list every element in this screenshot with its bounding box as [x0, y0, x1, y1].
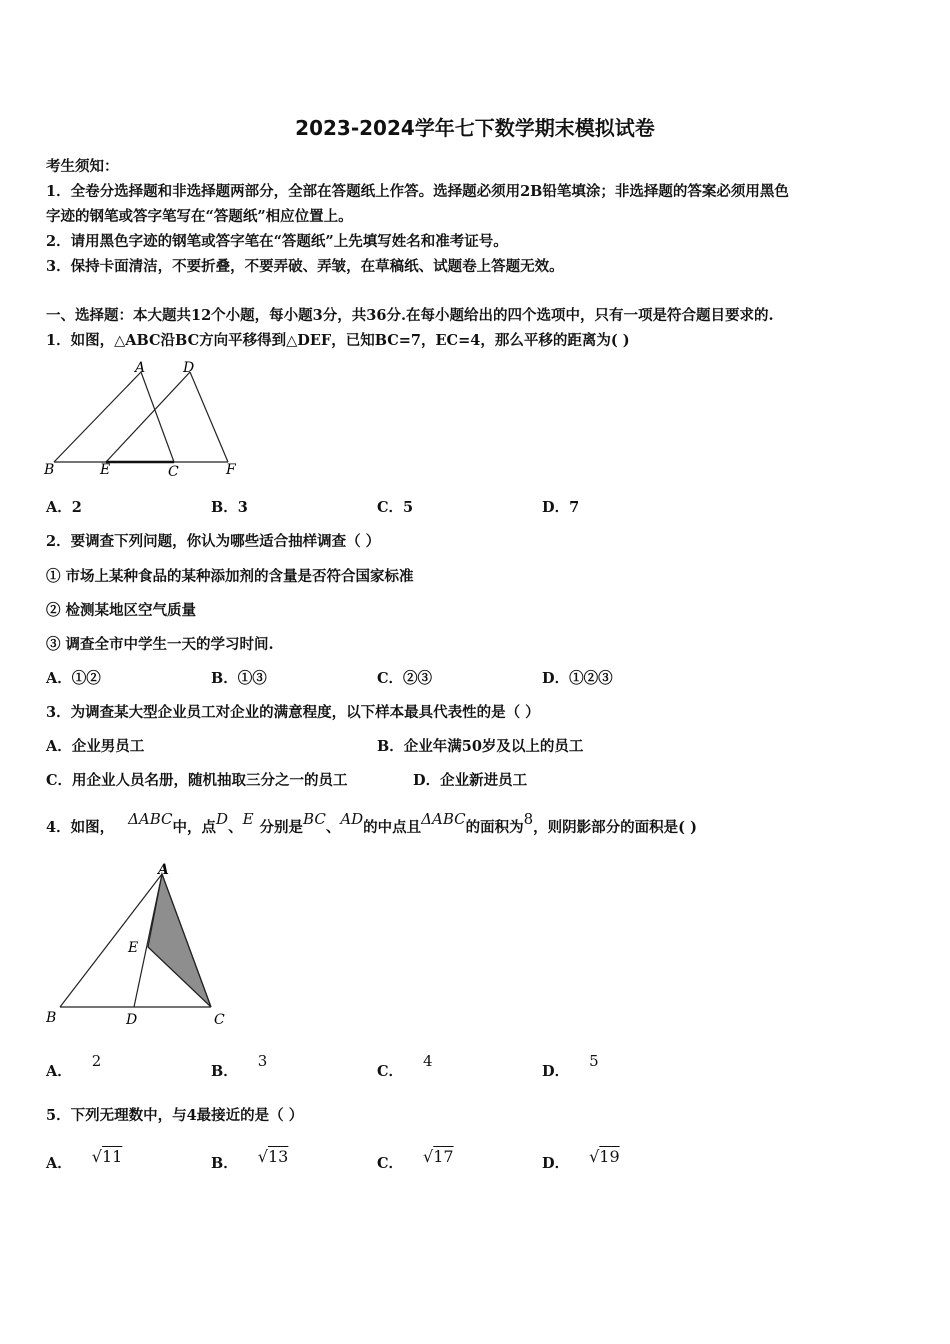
- q1-label-f: F: [226, 462, 236, 478]
- q4-stem-part-4: 分别是: [259, 819, 304, 836]
- q5-option-b-radicand: 13: [267, 1147, 289, 1166]
- q2-item-2: ② 检测某地区空气质量: [46, 602, 197, 619]
- q4-option-d-value: 5: [589, 1052, 599, 1070]
- notice-heading: 考生须知：: [46, 158, 119, 175]
- q4-math-triangle-abc: ΔABC: [128, 810, 173, 828]
- notice-line-4: 3．保持卡面清洁，不要折叠，不要弄破、弄皱，在草稿纸、试题卷上答题无效。: [46, 258, 564, 275]
- q4-stem-part-1: 4．如图，: [46, 819, 115, 836]
- q1-label-d: D: [183, 360, 195, 376]
- q4-math-triangle-abc-2: ΔABC: [421, 810, 466, 828]
- q5-option-a[interactable]: [46, 1147, 123, 1173]
- q4-option-c[interactable]: [377, 1052, 433, 1081]
- q2-option-d[interactable]: D．①②③: [542, 670, 613, 687]
- q5-option-a-sqrt: √11: [91, 1147, 123, 1166]
- q4-math-point-d: D: [216, 810, 229, 828]
- q1-label-b: B: [44, 462, 55, 478]
- q4-option-a[interactable]: [46, 1052, 102, 1081]
- q3-option-a[interactable]: A．企业男员工: [46, 738, 145, 755]
- q4-stem-part-7: 的面积为: [465, 819, 524, 836]
- q4-option-a-letter: A．: [46, 1063, 72, 1080]
- q4-option-b-value: 3: [257, 1052, 268, 1070]
- q1-stem: 1．如图，△ABC沿BC方向平移得到△DEF，已知BC=7，EC=4，那么平移的距离为( ): [46, 332, 630, 349]
- q4-label-e: E: [128, 940, 139, 956]
- q4-label-d: D: [126, 1012, 138, 1028]
- q5-option-b-letter: B．: [211, 1155, 238, 1172]
- q1-option-c[interactable]: C．5: [377, 499, 414, 516]
- notice-line-2: 字迹的钢笔或答字笔写在“答题纸”相应位置上。: [46, 208, 353, 225]
- q5-option-d-sqrt: √19: [589, 1147, 620, 1166]
- q4-stem-part-3: 、: [228, 819, 243, 836]
- q4-label-c: C: [214, 1012, 225, 1028]
- q4-math-point-e: E: [242, 810, 254, 828]
- q4-math-area-value: 8: [523, 810, 534, 828]
- q1-label-e: E: [100, 462, 111, 478]
- q5-option-b-sqrt: √13: [257, 1147, 289, 1166]
- q5-option-c-letter: C．: [377, 1155, 404, 1172]
- q4-stem-part-8: ，则阴影部分的面积是( ): [533, 819, 697, 836]
- q5-option-c-radicand: 17: [433, 1147, 454, 1166]
- q5-option-a-letter: A．: [46, 1155, 72, 1172]
- q2-stem: 2．要调查下列问题，你认为哪些适合抽样调查（ ）: [46, 533, 381, 550]
- q3-option-c[interactable]: C．用企业人员名册，随机抽取三分之一的员工: [46, 772, 348, 789]
- q5-option-d-letter: D．: [542, 1155, 570, 1172]
- q4-stem-part-2: 中，点: [172, 819, 217, 836]
- q3-stem: 3．为调查某大型企业员工对企业的满意程度，以下样本最具代表性的是（ ）: [46, 704, 540, 721]
- q5-option-b[interactable]: [211, 1147, 289, 1173]
- q4-option-c-value: 4: [423, 1052, 433, 1070]
- q2-option-c[interactable]: C．②③: [377, 670, 433, 687]
- q4-option-d[interactable]: [542, 1052, 599, 1081]
- q2-item-1: ① 市场上某种食品的某种添加剂的含量是否符合国家标准: [46, 568, 414, 585]
- q5-option-d-radicand: 19: [599, 1147, 620, 1166]
- q3-option-b[interactable]: B．企业年满50岁及以上的员工: [377, 738, 584, 755]
- q4-math-segment-bc: BC: [303, 810, 326, 828]
- q4-option-b[interactable]: [211, 1052, 268, 1081]
- q1-translation-figure: [40, 360, 250, 480]
- q4-stem: [46, 810, 697, 837]
- q5-option-a-radicand: 11: [101, 1147, 123, 1166]
- q5-option-c-sqrt: √17: [423, 1147, 454, 1166]
- notice-line-1: 1．全卷分选择题和非选择题两部分，全部在答题纸上作答。选择题必须用2B铅笔填涂；非选择题的答案必须用黑色: [46, 183, 789, 200]
- q1-option-a[interactable]: A．2: [46, 499, 82, 516]
- section-heading: 一、选择题：本大题共12个小题，每小题3分，共36分.在每小题给出的四个选项中，只有一项是符合题目要求的.: [46, 307, 774, 324]
- notice-line-3: 2．请用黑色字迹的钢笔或答字笔在“答题纸”上先填写姓名和准考证号。: [46, 233, 508, 250]
- q4-math-segment-ad: AD: [340, 810, 364, 828]
- q1-label-a: A: [135, 360, 146, 376]
- page-title: 2023-2024学年七下数学期末模拟试卷: [295, 116, 655, 140]
- q2-item-3: ③ 调查全市中学生一天的学习时间.: [46, 636, 274, 653]
- q4-stem-part-6: 的中点且: [363, 819, 422, 836]
- q5-option-c[interactable]: [377, 1147, 454, 1173]
- q4-option-a-value: 2: [91, 1052, 102, 1070]
- q2-option-b[interactable]: B．①③: [211, 670, 267, 687]
- q4-triangle-figure: [40, 860, 240, 1035]
- q5-stem: 5．下列无理数中，与4最接近的是（ ）: [46, 1107, 304, 1124]
- q1-option-b[interactable]: B．3: [211, 499, 248, 516]
- q4-label-a: A: [158, 862, 169, 878]
- q4-option-b-letter: B．: [211, 1063, 238, 1080]
- q5-option-d[interactable]: [542, 1147, 620, 1173]
- q3-option-d[interactable]: D．企业新进员工: [413, 772, 528, 789]
- q4-option-d-letter: D．: [542, 1063, 570, 1080]
- q4-label-b: B: [46, 1010, 57, 1026]
- q4-option-c-letter: C．: [377, 1063, 404, 1080]
- q4-stem-part-5: 、: [325, 819, 341, 836]
- q2-option-a[interactable]: A．①②: [46, 670, 101, 687]
- q1-option-d[interactable]: D．7: [542, 499, 580, 516]
- q1-label-c: C: [168, 464, 179, 480]
